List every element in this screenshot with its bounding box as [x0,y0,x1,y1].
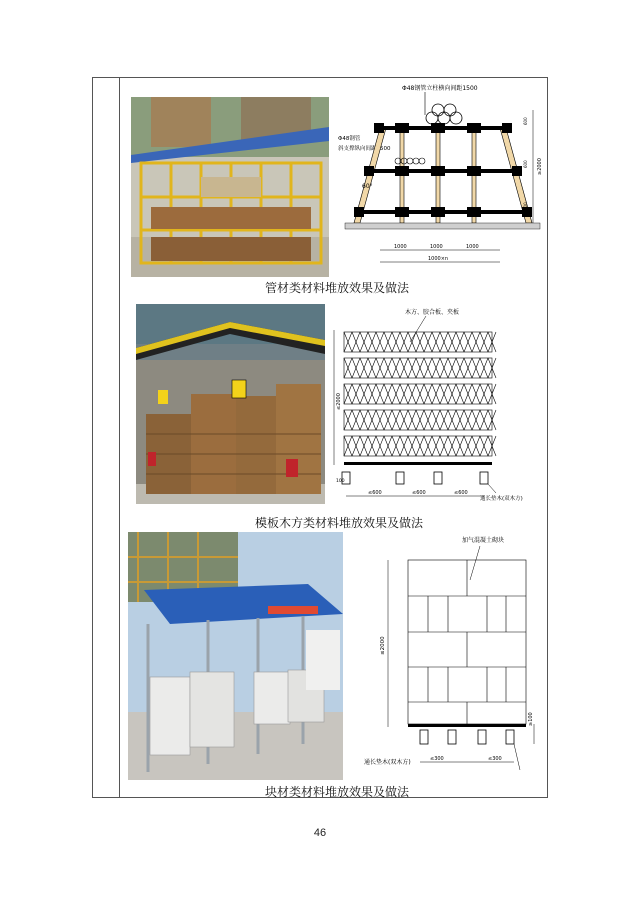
timber-storage-caption: 模板木方类材料堆放效果及做法 [255,516,424,530]
timber-storage-diagram [330,300,540,510]
timber-storage-photo [136,304,325,504]
timber-diagram-gap-3: ≤600 [454,490,468,496]
pipe-diagram-dim-1: 1000 [394,244,407,250]
pipe-diagram-dim-2: 1000 [430,244,443,250]
pipe-diagram-dim-3: 1000 [466,244,479,250]
page-number: 46 [313,827,327,839]
block-diagram-gap-2: ≤300 [488,756,502,762]
timber-diagram-gap-1: ≤600 [368,490,382,496]
timber-diagram-gap-2: ≤600 [412,490,426,496]
timber-diagram-top-note: 木方、胶合板、夹板 [405,309,460,316]
block-diagram-top-note: 加气混凝土砌块 [462,537,505,544]
block-diagram-base: ≥100 [528,712,534,726]
pipe-diagram-height: ≥2000 [537,158,543,175]
block-diagram-gap-1: ≤300 [430,756,444,762]
pipe-diagram-row-1: 600 [523,117,528,125]
block-storage-caption: 块材类材料堆放效果及做法 [265,785,410,799]
pipe-diagram-side-note-2: 斜支撑纵向间距1500 [338,146,391,152]
pipe-diagram-row-2: 600 [523,160,528,168]
pipe-diagram-side-note-1: Φ48钢管 [338,136,361,142]
pipe-diagram-dim-total: 1000×n [428,256,449,262]
block-storage-photo [128,532,343,780]
frame-divider [119,77,120,798]
timber-diagram-base-note: 通长垫木(双木方) [480,496,523,502]
pipe-diagram-top-note: Φ48钢管立柱横向间距1500 [402,85,478,92]
pipe-diagram-angle: 60° [362,183,373,190]
pipe-storage-diagram [340,80,545,280]
pipe-diagram-row-3: 600 [523,202,528,210]
block-storage-diagram [364,530,548,778]
block-diagram-height: ≤2000 [380,636,386,655]
pipe-storage-photo [131,97,329,277]
timber-diagram-height: ≤2000 [336,393,342,410]
block-diagram-base-note: 通长垫木(双木方) [364,759,411,766]
pipe-storage-caption: 管材类材料堆放效果及做法 [265,281,410,295]
timber-diagram-base: 100 [336,479,345,484]
